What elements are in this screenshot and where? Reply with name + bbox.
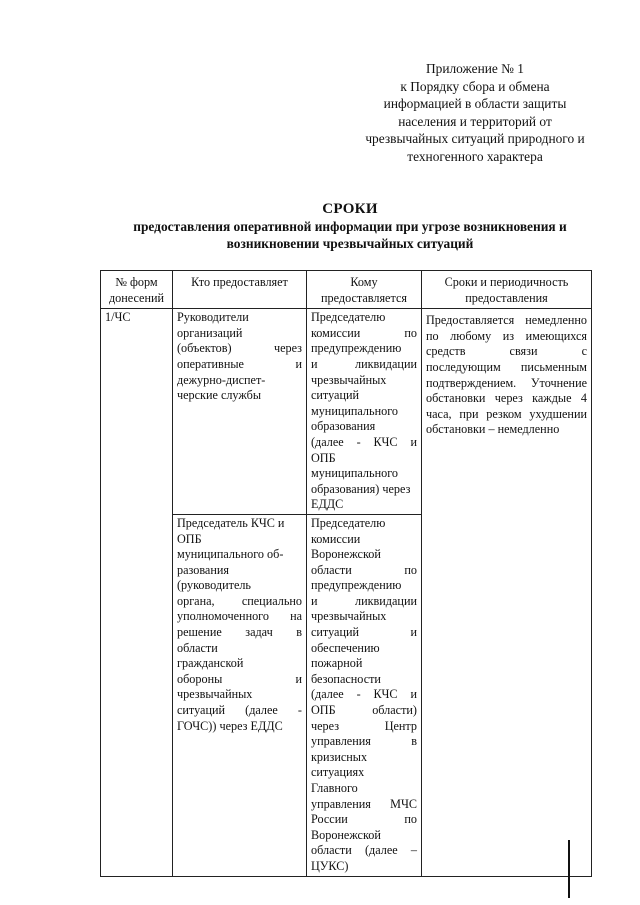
terms-table bbox=[100, 270, 592, 877]
cell-who-provides: Председатель КЧС и ОПБ муниципального об- разования (руководитель органа, специально уполномоченного на решение задач в области гражданской обороны и чрезвычайных ситуаций (далее - ГОЧС)) через ЕДДС bbox=[173, 514, 307, 876]
cell-terms: Предоставляется немедленно по любому из имеющихся средств связи с последующим письменным подтверждением. Уточнение обстановки через каждые 4 часа, при резком ухудшении обстановки – немедленно bbox=[422, 309, 592, 876]
header-terms: Сроки и периодичность предоставления bbox=[422, 271, 592, 309]
appendix-line: населения и территорий от bbox=[398, 113, 552, 129]
table-header-row bbox=[101, 271, 592, 309]
header-form-number: № форм донесений bbox=[101, 271, 173, 309]
cell-who-provides: Руководители организаций (объектов) через оперативные и дежурно-диспет- черские службы bbox=[173, 309, 307, 515]
appendix-header bbox=[330, 60, 620, 165]
appendix-line: к Порядку сбора и обмена bbox=[400, 78, 550, 94]
cell-to-whom: Председателю комиссии по предупреждению и ликвидации чрезвычайных ситуаций муниципального образования (далее - КЧС и ОПБ муниципального образования) через ЕДДС bbox=[307, 309, 422, 515]
title-sub-line: возникновении чрезвычайных ситуаций bbox=[226, 236, 474, 251]
table-row bbox=[101, 309, 592, 515]
cell-to-whom: Председателю комиссии Воронежской области по предупреждению и ликвидации чрезвычайных ситуаций и обеспечению пожарной безопасности (далее - КЧС и ОПБ области) через Центр управления в кризисных ситуациях Главного управления МЧС России по Воронежской области (далее – ЦУКС) bbox=[307, 514, 422, 876]
appendix-line: чрезвычайных ситуаций природного и bbox=[365, 131, 585, 146]
appendix-line: техногенного характера bbox=[407, 148, 543, 164]
appendix-line: Приложение № 1 bbox=[425, 61, 525, 76]
title-main: СРОКИ bbox=[322, 201, 378, 217]
header-to-whom: Кому предоставляется bbox=[307, 271, 422, 309]
appendix-line: информацией в области защиты bbox=[383, 96, 567, 111]
margin-mark bbox=[568, 840, 570, 898]
title-sub-line: предоставления оперативной информации при угрозе возникновения и bbox=[133, 219, 567, 234]
document-title bbox=[100, 200, 600, 252]
header-who-provides: Кто предоставляет bbox=[173, 271, 307, 309]
cell-form-number: 1/ЧС bbox=[101, 309, 173, 876]
